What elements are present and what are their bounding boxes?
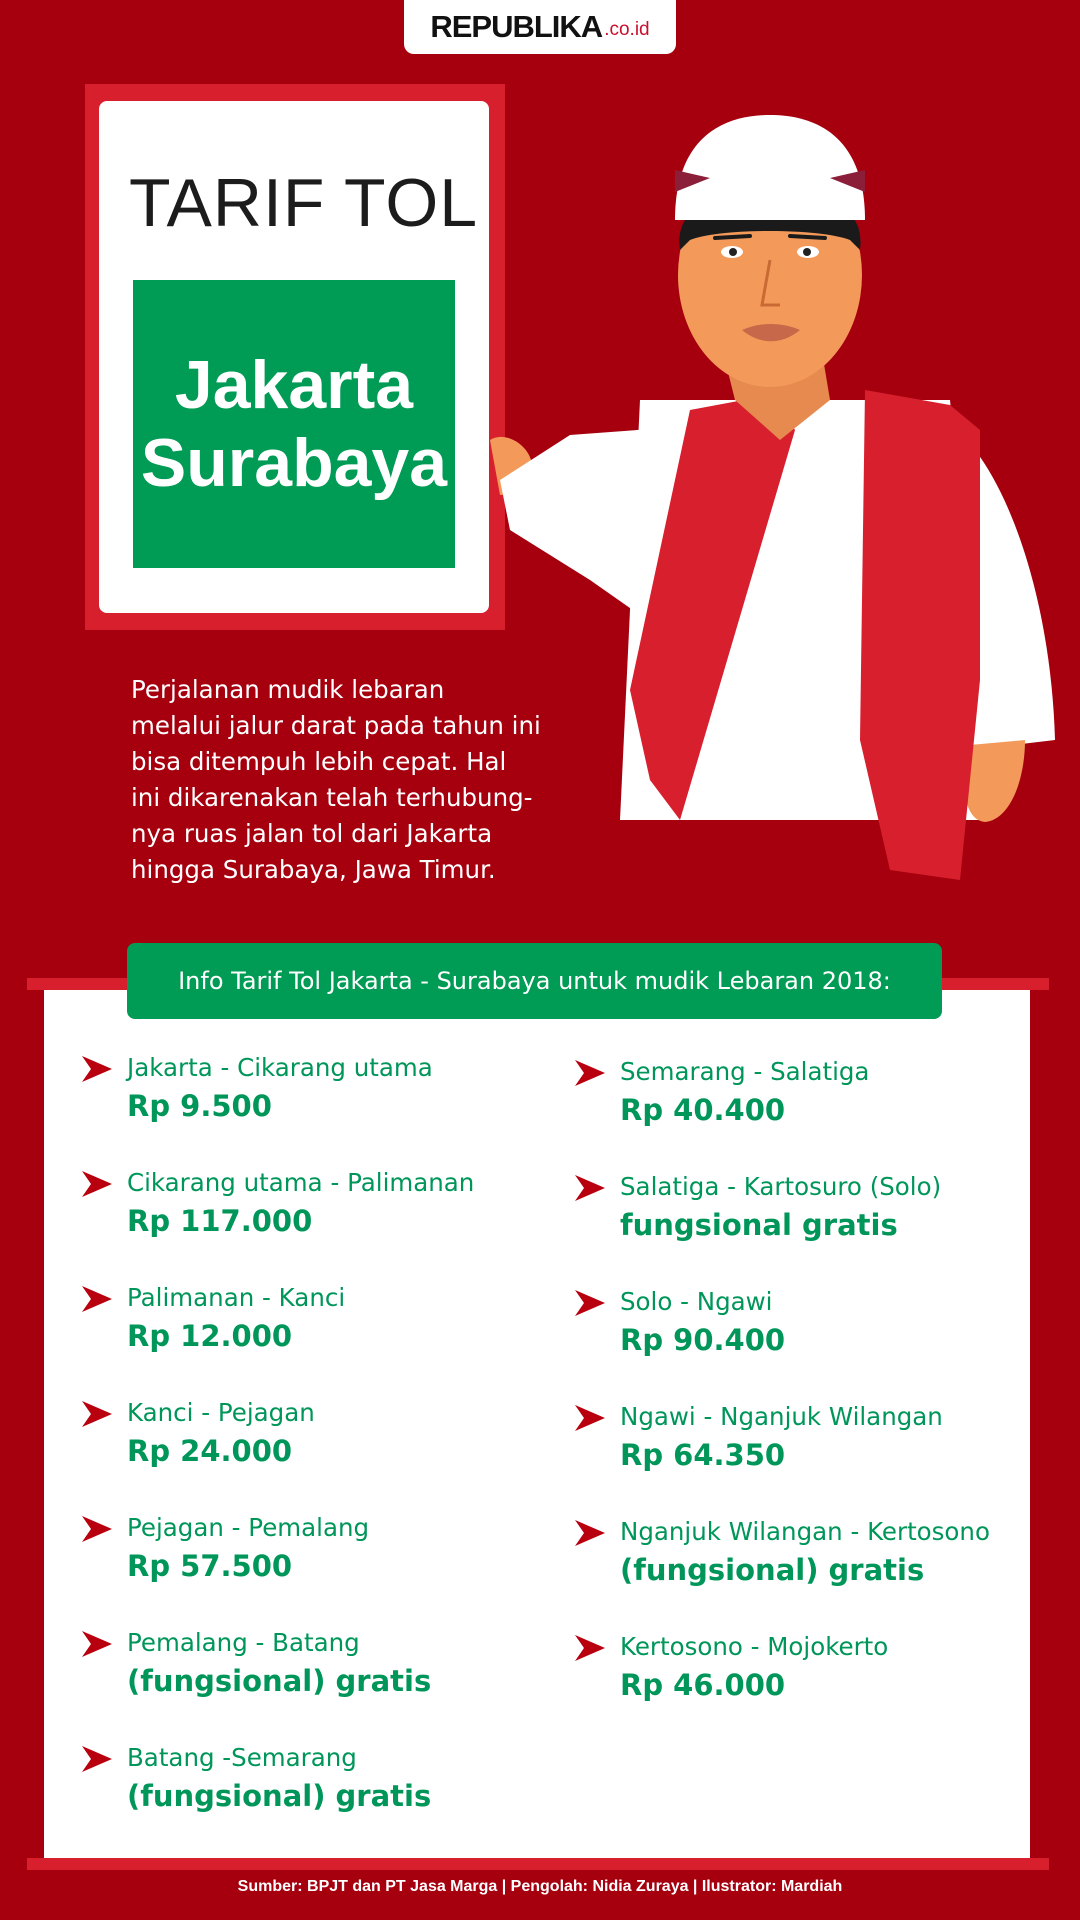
arrow-bullet-icon [82,1631,112,1657]
tariff-price: Rp 57.500 [127,1549,293,1583]
tariff-item [575,1516,1015,1631]
tariff-route: Ngawi - Nganjuk Wilangan [620,1402,943,1431]
arrow-bullet-icon [575,1060,605,1086]
arrow-bullet-icon [82,1286,112,1312]
sign-route-line2: Surabaya [140,425,448,501]
tariff-route: Salatiga - Kartosuro (Solo) [620,1172,942,1201]
man-illustration [470,100,1070,890]
tariff-price: Rp 9.500 [127,1089,272,1123]
tariff-price: Rp 90.400 [620,1323,786,1357]
tariff-route: Pemalang - Batang [127,1628,360,1657]
info-header: Info Tarif Tol Jakarta - Surabaya untuk mudik Lebaran 2018: [127,943,942,1019]
tariff-route: Nganjuk Wilangan - Kertosono [620,1517,990,1546]
intro-paragraph: Perjalanan mudik lebaran melalui jalur darat pada tahun ini bisa ditempuh lebih cepat. Hal ini dikarenakan telah terhubung- nya ruas jalan tol dari Jakarta hingga Surabaya, Jawa Timur. [131,675,541,884]
logo-main-text: REPUBLIKA [430,9,603,44]
tariff-route: Kanci - Pejagan [127,1398,315,1427]
tariff-price: (fungsional) gratis [127,1779,432,1813]
tariff-list-left [82,1052,542,1857]
arrow-bullet-icon [575,1405,605,1431]
tariff-item [82,1627,542,1742]
cap-shape [675,115,865,220]
vest-right-shape [860,390,980,880]
arrow-bullet-icon [82,1056,112,1082]
tariff-route: Solo - Ngawi [620,1287,773,1316]
tariff-item [82,1282,542,1397]
sign-title: TARIF TOL [129,165,479,241]
logo-sub-text: .co.id [604,19,650,40]
tariff-price: Rp 46.000 [620,1668,786,1702]
sign-route-box [133,280,455,568]
arrow-bullet-icon [82,1516,112,1542]
tariff-item [575,1631,1015,1746]
arrow-bullet-icon [575,1635,605,1661]
tariff-route: Kertosono - Mojokerto [620,1632,889,1661]
tariff-price: (fungsional) gratis [620,1553,925,1587]
tariff-price: Rp 117.000 [127,1204,313,1238]
right-hand-shape [965,740,1025,822]
sign-route-line1: Jakarta [174,347,414,423]
arrow-bullet-icon [575,1290,605,1316]
arrow-bullet-icon [575,1175,605,1201]
tariff-route: Semarang - Salatiga [620,1057,870,1086]
arrow-bullet-icon [82,1746,112,1772]
tariff-price: (fungsional) gratis [127,1664,432,1698]
tariff-item [575,1056,1015,1171]
tariff-item [575,1401,1015,1516]
tariff-item [82,1167,542,1282]
tariff-item [575,1171,1015,1286]
tariff-price: fungsional gratis [620,1208,898,1242]
arrow-bullet-icon [575,1520,605,1546]
tariff-item [82,1512,542,1627]
tariff-price: Rp 64.350 [620,1438,786,1472]
tariff-price: Rp 40.400 [620,1093,786,1127]
tariff-price: Rp 12.000 [127,1319,293,1353]
tariff-route: Palimanan - Kanci [127,1283,346,1312]
tariff-item [82,1742,542,1857]
arrow-bullet-icon [82,1401,112,1427]
republika-logo [404,0,676,54]
arrow-bullet-icon [82,1171,112,1197]
tariff-price: Rp 24.000 [127,1434,293,1468]
tariff-item [82,1052,542,1167]
panel-bottom-bar [27,1858,1049,1870]
tariff-route: Pejagan - Pemalang [127,1513,370,1542]
tariff-item [575,1286,1015,1401]
source-credit: Sumber: BPJT dan PT Jasa Marga | Pengolah: Nidia Zuraya | Ilustrator: Mardiah [237,1878,843,1895]
tariff-list-right [575,1056,1015,1746]
tariff-item [82,1397,542,1512]
tariff-route: Batang -Semarang [127,1743,357,1772]
tariff-route: Jakarta - Cikarang utama [127,1053,433,1082]
tariff-route: Cikarang utama - Palimanan [127,1168,475,1197]
